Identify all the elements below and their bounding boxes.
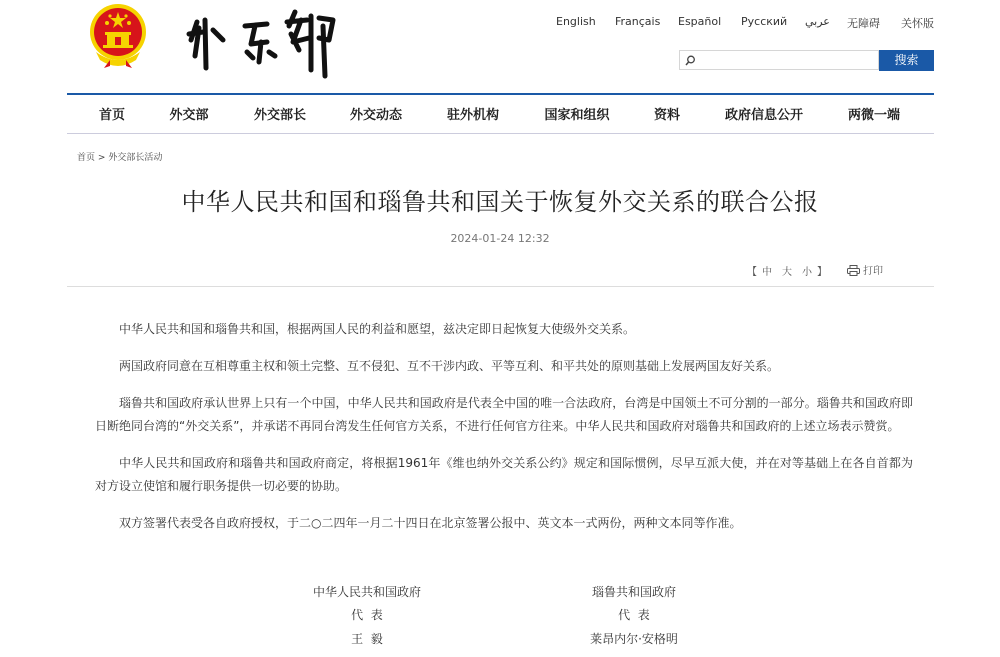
print-button[interactable] [847,262,883,277]
article-paragraph: 中华人民共和国政府和瑙鲁共和国政府商定，将根据1961年《维也纳外交关系公约》规定和国际惯例，尽早互派大使，并在对等基础上在各自首都为对方设立使馆和履行职务提供一切必要的协助。 [95,456,913,493]
printer-icon [847,265,860,276]
search-icon [685,55,696,66]
breadcrumb-separator: > [97,153,106,163]
font-size-small-button[interactable]: 小 [802,267,812,278]
content-divider [67,286,934,287]
accessibility-link[interactable]: 无障碍 [847,17,880,30]
ministry-calligraphy-logo[interactable] [183,6,343,84]
search-box [679,50,879,70]
national-emblem-logo[interactable] [88,2,148,70]
nav-item-diplomacy-news[interactable]: 外交动态 [349,108,403,123]
print-label: 打印 [863,266,883,277]
signature-nauru-role: 代 表 [618,608,650,622]
breadcrumb [77,150,162,163]
font-size-large-button[interactable]: 中 [762,267,772,278]
language-menu [556,15,934,31]
lang-english-link[interactable]: English [556,15,596,28]
breadcrumb-home-link[interactable]: 首页 [77,153,96,163]
signature-nauru-government: 瑙鲁共和国政府 [591,585,676,599]
page-title: 中华人民共和国和瑙鲁共和国关于恢复外交关系的联合公报 [181,188,819,216]
nav-item-weibo-wechat[interactable]: 两微一端 [847,108,901,123]
breadcrumb-current-link[interactable]: 外交部长活动 [108,153,163,163]
signature-china-government: 中华人民共和国政府 [312,585,421,599]
publish-date: 2024-01-24 12:32 [450,232,550,245]
lang-spanish-link[interactable]: Español [678,15,722,28]
elder-care-mode-link[interactable]: 关怀版 [901,17,934,30]
article-paragraph: 中华人民共和国和瑙鲁共和国，根据两国人民的利益和愿望，兹决定即日起恢复大使级外交关系。 [119,322,636,336]
article-paragraph: 双方签署代表受各自政府授权，于二○二四年一月二十四日在北京签署公报中、英文本一式两份，两种文本同等作准。 [119,516,742,530]
lang-russian-link[interactable]: Русский [741,15,788,28]
article-paragraph: 两国政府同意在互相尊重主权和领土完整、互不侵犯、互不干涉内政、平等互利、和平共处的原则基础上发展两国友好关系。 [119,359,780,373]
font-tools-close-bracket: 】 [817,267,827,278]
nav-item-resources[interactable]: 资料 [653,108,681,123]
nav-item-home[interactable]: 首页 [98,108,126,123]
signature-china-name: 王 毅 [351,632,383,646]
signature-china-role: 代 表 [351,608,383,622]
signature-nauru-name: 莱昂内尔·安格明 [590,632,678,646]
font-tools-open-bracket: 【 [747,267,757,278]
article-paragraph: 瑙鲁共和国政府承认世界上只有一个中国，中华人民共和国政府是代表全中国的唯一合法政府，台湾是中国领土不可分割的一部分。瑙鲁共和国政府即日断绝同台湾的“外交关系”，并承诺不再同台湾发生任何官方关系，不进行任何官方往来。中华人民共和国政府对瑙鲁共和国政府的上述立场表示赞赏。 [95,396,913,433]
article-body [95,318,913,549]
nav-item-gov-info[interactable]: 政府信息公开 [724,108,804,123]
nav-bottom-border [67,133,934,134]
nav-item-minister[interactable]: 外交部长 [253,108,307,123]
nav-item-missions[interactable]: 驻外机构 [446,108,500,123]
font-size-medium-button[interactable]: 大 [782,267,792,278]
search-input[interactable] [700,52,874,70]
nav-item-ministry[interactable]: 外交部 [169,108,209,123]
lang-french-link[interactable]: Français [615,15,661,28]
nav-item-countries-orgs[interactable]: 国家和组织 [544,108,610,123]
lang-arabic-link[interactable]: عربي [805,15,830,28]
main-nav [67,95,934,133]
search-button[interactable]: 搜索 [879,50,934,71]
font-size-tools [747,263,827,278]
